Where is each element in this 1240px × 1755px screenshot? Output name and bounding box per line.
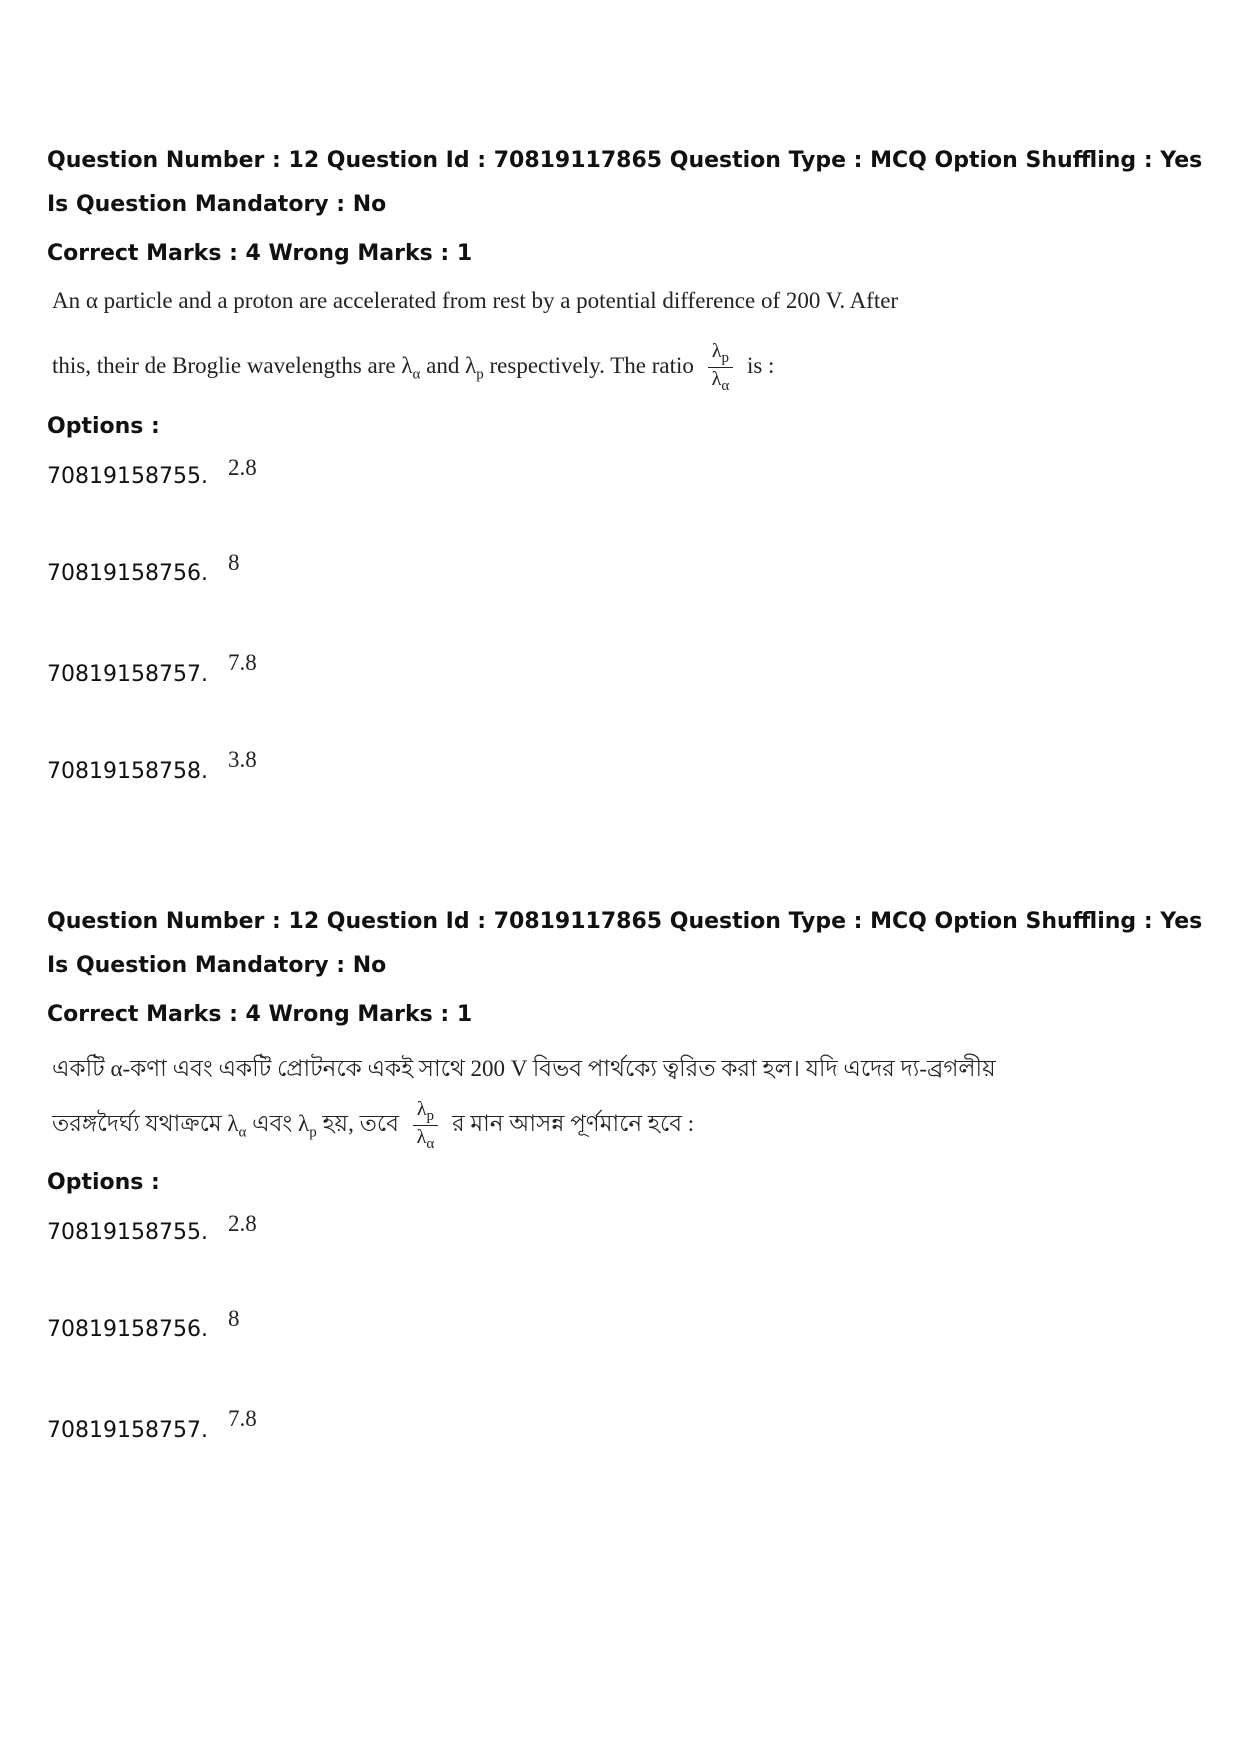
question-header: Question Number : 12 Question Id : 70819117865 Question Type : MCQ Option Shuffling : Yes xyxy=(47,909,1203,934)
option-id: 70819158758. xyxy=(47,759,208,784)
subscript: α xyxy=(238,1124,247,1141)
subscript: p xyxy=(309,1124,317,1141)
marks-line: Correct Marks : 4 Wrong Marks : 1 xyxy=(47,241,473,266)
question-header: Question Number : 12 Question Id : 70819117865 Question Type : MCQ Option Shuffling : Yes xyxy=(47,148,1203,173)
option-value[interactable]: 7.8 xyxy=(228,650,257,675)
option-value[interactable]: 2.8 xyxy=(228,455,257,480)
options-label: Options : xyxy=(47,1170,160,1195)
question-text-part: respectively. The ratio xyxy=(489,352,694,378)
option-value[interactable]: 8 xyxy=(228,1306,240,1331)
options-label: Options : xyxy=(47,414,160,439)
subscript: p xyxy=(721,350,730,366)
question-text-line1: An α particle and a proton are accelerated from rest by a potential difference of 200 V. After xyxy=(52,288,899,313)
option-id: 70819158757. xyxy=(47,1418,208,1443)
subscript: p xyxy=(426,1108,435,1124)
question-text-part: this, their de Broglie wavelengths are λ xyxy=(52,352,413,378)
question-text-part: র মান আসন্ন পূর্ণমানে হবে : xyxy=(451,1110,695,1136)
question-text-line2 xyxy=(52,1098,694,1153)
question-text-part: তরঙ্গদৈর্ঘ্য যথাক্রমে λ xyxy=(52,1110,239,1136)
mandatory-line: Is Question Mandatory : No xyxy=(47,953,387,978)
question-text-part: and λ xyxy=(426,352,477,378)
subscript: p xyxy=(476,366,484,383)
subscript: α xyxy=(721,378,730,394)
ratio-fraction: $\frac{\lambda_p}{\lambda_\alpha}$ xyxy=(708,340,734,395)
marks-line: Correct Marks : 4 Wrong Marks : 1 xyxy=(47,1002,473,1027)
ratio-fraction: $\frac{\lambda_p}{\lambda_\alpha}$ xyxy=(413,1098,439,1153)
option-value[interactable]: 2.8 xyxy=(228,1211,257,1236)
subscript: α xyxy=(426,1136,435,1152)
subscript: α xyxy=(412,366,421,383)
option-id: 70819158755. xyxy=(47,464,208,489)
option-value[interactable]: 7.8 xyxy=(228,1406,257,1431)
mandatory-line: Is Question Mandatory : No xyxy=(47,192,387,217)
option-id: 70819158756. xyxy=(47,1317,208,1342)
question-text-line1: একটি α-কণা এবং একটি প্রোটনকে একই সাথে 200 V বিভব পার্থক্যে ত্বরিত করা হল। যদি এদের দ্য-ব্রগলীয় xyxy=(52,1056,996,1081)
question-text-line2 xyxy=(52,340,774,395)
question-text-part: is : xyxy=(746,352,775,378)
option-value[interactable]: 8 xyxy=(228,550,240,575)
question-text-part: হয়, তবে xyxy=(322,1110,399,1136)
option-id: 70819158755. xyxy=(47,1220,208,1245)
question-text-part: এবং λ xyxy=(252,1110,310,1136)
option-id: 70819158757. xyxy=(47,662,208,687)
option-value[interactable]: 3.8 xyxy=(228,747,257,772)
option-id: 70819158756. xyxy=(47,561,208,586)
